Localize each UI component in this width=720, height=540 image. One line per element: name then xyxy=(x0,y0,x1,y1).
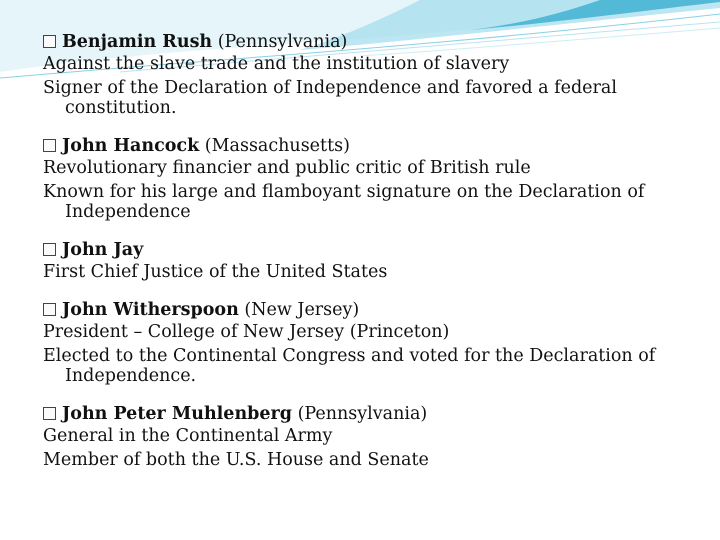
entry-line xyxy=(43,54,683,74)
line-text: Known for his large and flamboyant signature on the Declaration of xyxy=(43,182,645,202)
entry-heading xyxy=(43,30,683,54)
entry-heading xyxy=(43,402,683,426)
entry-line xyxy=(43,426,683,446)
entry-line xyxy=(43,450,683,470)
entry-john-jay xyxy=(43,238,683,282)
line-text: Elected to the Continental Congress and voted for the Declaration of xyxy=(43,346,656,366)
square-bullet-icon xyxy=(43,243,56,256)
line-text: Member of both the U.S. House and Senate xyxy=(43,450,429,470)
entry-name: John Hancock xyxy=(62,136,200,156)
entry-line xyxy=(43,182,683,222)
entry-state: (New Jersey) xyxy=(244,300,360,320)
entry-state: (Pennsylvania) xyxy=(297,404,428,424)
line-text: General in the Continental Army xyxy=(43,426,333,446)
entry-john-peter-muhlenberg xyxy=(43,402,683,470)
entry-benjamin-rush xyxy=(43,30,683,118)
entry-line xyxy=(43,262,683,282)
entry-name: Benjamin Rush xyxy=(62,32,213,52)
entry-line xyxy=(43,158,683,178)
line-text: Against the slave trade and the institution of slavery xyxy=(43,54,510,74)
entry-heading xyxy=(43,298,683,322)
square-bullet-icon xyxy=(43,35,56,48)
square-bullet-icon xyxy=(43,303,56,316)
line-continuation: constitution. xyxy=(65,98,177,118)
entries-list xyxy=(43,30,683,486)
entry-state: (Pennsylvania) xyxy=(217,32,348,52)
line-continuation: Independence. xyxy=(65,366,197,386)
entry-name: John Witherspoon xyxy=(62,300,239,320)
entry-line xyxy=(43,78,683,118)
entry-line xyxy=(43,322,683,342)
entry-heading xyxy=(43,238,683,262)
entry-state: (Massachusetts) xyxy=(204,136,350,156)
entry-heading xyxy=(43,134,683,158)
entry-john-hancock xyxy=(43,134,683,222)
entry-name: John Peter Muhlenberg xyxy=(62,404,292,424)
line-text: First Chief Justice of the United States xyxy=(43,262,388,282)
line-text: President – College of New Jersey (Princeton) xyxy=(43,322,450,342)
square-bullet-icon xyxy=(43,139,56,152)
entry-line xyxy=(43,346,683,386)
line-continuation: Independence xyxy=(65,202,191,222)
entry-name: John Jay xyxy=(62,240,144,260)
line-text: Revolutionary financier and public critic of British rule xyxy=(43,158,531,178)
entry-john-witherspoon xyxy=(43,298,683,386)
square-bullet-icon xyxy=(43,407,56,420)
line-text: Signer of the Declaration of Independence and favored a federal xyxy=(43,78,617,98)
